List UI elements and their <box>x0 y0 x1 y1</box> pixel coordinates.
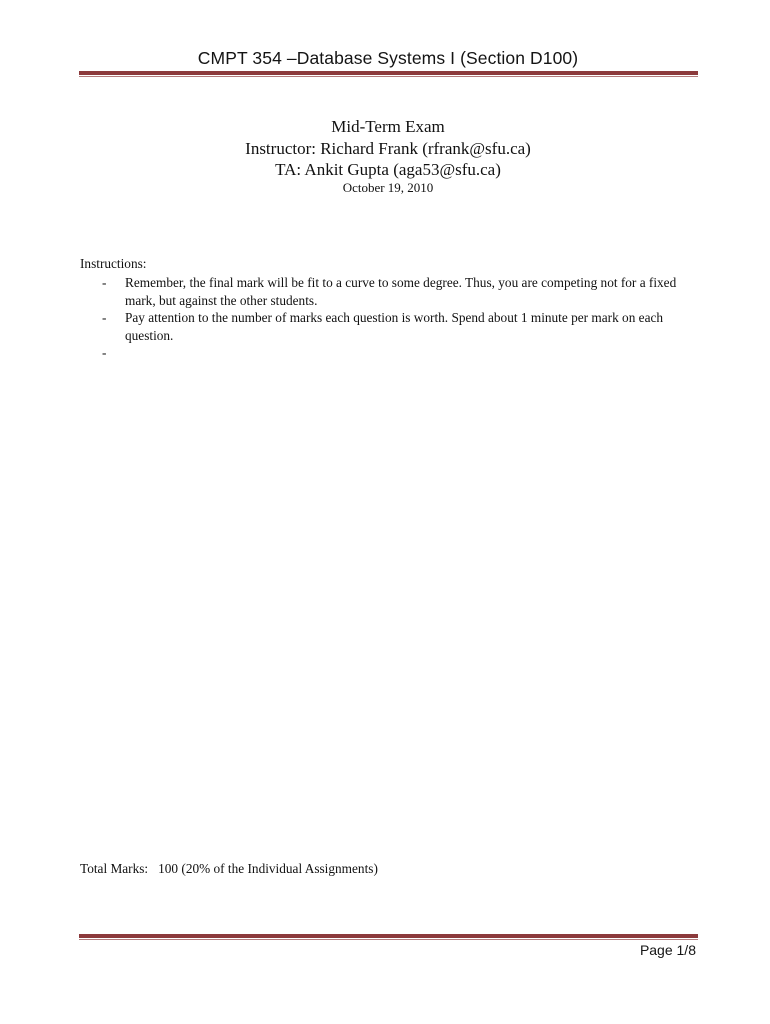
bullet-dash: - <box>102 310 107 325</box>
bullet-dash: - <box>102 345 107 360</box>
instructor-line: Instructor: Richard Frank (rfrank@sfu.ca) <box>245 139 531 158</box>
instructions-section <box>80 255 700 362</box>
instruction-text: Remember, the final mark will be fit to a curve to some degree. Thus, you are competing not for a fixed mark, but against the other students. <box>125 275 677 308</box>
exam-date: October 19, 2010 <box>342 180 434 195</box>
total-marks <box>80 861 378 877</box>
course-title: CMPT 354 –Database Systems I (Section D100) <box>197 48 579 68</box>
instruction-item <box>80 309 700 344</box>
instruction-item <box>80 344 700 362</box>
total-marks-label: Total Marks: <box>80 861 149 876</box>
ta-line: TA: Ankit Gupta (aga53@sfu.ca) <box>275 160 501 179</box>
bullet-dash: - <box>102 275 107 290</box>
instruction-item <box>80 274 700 309</box>
page-number: Page 1/8 <box>639 942 696 958</box>
total-marks-value: 100 (20% of the Individual Assignments) <box>158 861 378 876</box>
instructions-list <box>80 274 700 362</box>
instruction-text <box>125 345 128 360</box>
instructions-heading: Instructions: <box>80 256 147 271</box>
exam-title: Mid-Term Exam <box>331 117 445 136</box>
header-rule <box>79 71 698 77</box>
instruction-text: Pay attention to the number of marks each question is worth. Spend about 1 minute per mark on each question. <box>125 310 664 343</box>
footer-rule <box>79 934 698 940</box>
